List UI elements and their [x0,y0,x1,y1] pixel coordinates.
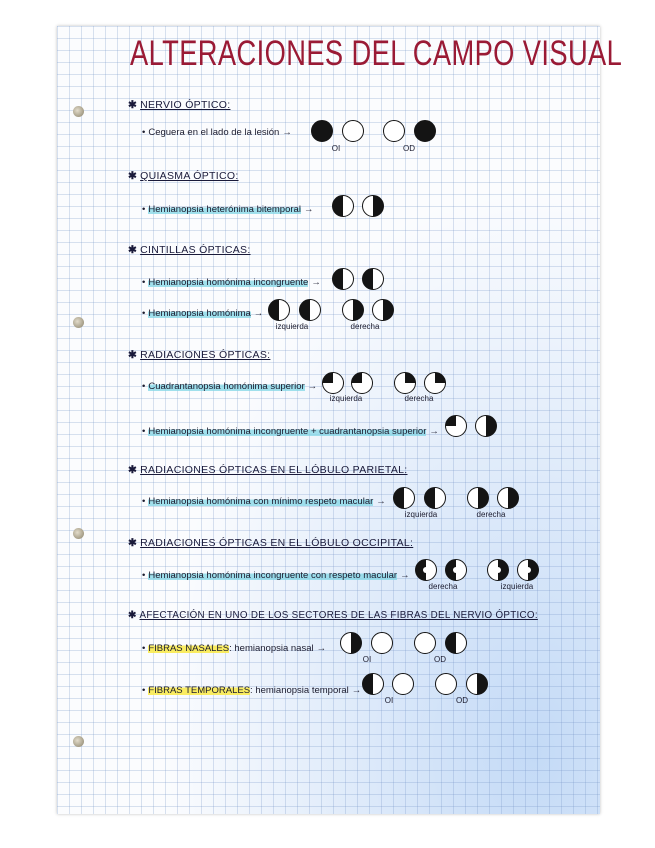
eye-caption: izquierda [500,582,534,591]
section-heading: ✱ CINTILLAS ÓPTICAS: [128,244,251,256]
list-item: • Cuadrantanopsia homónima superior → [142,381,318,392]
eye-caption: OD [403,144,415,153]
visual-field-diagram [311,120,333,142]
visual-field-diagram [372,299,394,321]
eye-caption: OD [456,696,468,705]
section-heading: ✱ RADIACIONES ÓPTICAS: [128,349,271,361]
list-item: • Ceguera en el lado de la lesión → [142,127,292,138]
list-item: • FIBRAS NASALES: hemianopsia nasal → [142,643,327,654]
visual-field-diagram [466,673,488,695]
visual-field-diagram [445,415,467,437]
visual-field-diagram [393,487,415,509]
visual-field-diagram [383,120,405,142]
visual-field-diagram [268,299,290,321]
visual-field-diagram [424,487,446,509]
section-heading: ✱ QUIASMA ÓPTICO: [128,170,239,182]
section-heading: ✱ NERVIO ÓPTICO: [128,99,231,111]
visual-field-diagram [322,372,344,394]
eye-caption: OI [362,655,372,664]
visual-field-diagram [340,632,362,654]
visual-field-diagram [435,673,457,695]
visual-field-diagram [487,559,509,581]
list-item: • Hemianopsia heterónima bitemporal → [142,204,314,215]
visual-field-diagram [332,195,354,217]
eye-caption: izquierda [275,322,309,331]
visual-field-diagram [497,487,519,509]
list-item: • Hemianopsia homónima incongruente → [142,277,321,288]
visual-field-diagram [424,372,446,394]
eye-caption: derecha [476,510,506,519]
binder-hole [73,106,84,117]
list-item: • Hemianopsia homónima incongruente + cuadrantanopsia superior → [142,426,439,437]
binder-hole [73,317,84,328]
list-item: • FIBRAS TEMPORALES: hemianopsia temporal → [142,685,362,696]
eye-caption: derecha [428,582,458,591]
visual-field-diagram [445,559,467,581]
visual-field-diagram [415,559,437,581]
binder-hole [73,736,84,747]
visual-field-diagram [342,299,364,321]
visual-field-diagram [362,195,384,217]
eye-caption: OD [434,655,446,664]
list-item: • Hemianopsia homónima incongruente con respeto macular → [142,570,410,581]
section-heading: ✱ AFECTACIÓN EN UNO DE LOS SECTORES DE LAS FIBRAS DEL NERVIO ÓPTICO: [128,610,538,621]
visual-field-diagram [342,120,364,142]
eye-caption: OI [331,144,341,153]
visual-field-diagram [371,632,393,654]
visual-field-diagram [362,673,384,695]
visual-field-diagram [414,632,436,654]
list-item: • Hemianopsia homónima → [142,308,264,319]
visual-field-diagram [299,299,321,321]
list-item: • Hemianopsia homónima con mínimo respeto macular → [142,496,386,507]
visual-field-diagram [394,372,416,394]
eye-caption: derecha [404,394,434,403]
eye-caption: OI [384,696,394,705]
visual-field-diagram [517,559,539,581]
eye-caption: izquierda [404,510,438,519]
page-title: ALTERACIONES DEL CAMPO VISUAL [130,34,623,73]
visual-field-diagram [475,415,497,437]
eye-caption: derecha [350,322,380,331]
binder-hole [73,528,84,539]
visual-field-diagram [467,487,489,509]
visual-field-diagram [414,120,436,142]
visual-field-diagram [445,632,467,654]
visual-field-diagram [332,268,354,290]
visual-field-diagram [362,268,384,290]
section-heading: ✱ RADIACIONES ÓPTICAS EN EL LÓBULO OCCIPITAL: [128,537,414,549]
visual-field-diagram [392,673,414,695]
eye-caption: izquierda [329,394,363,403]
section-heading: ✱ RADIACIONES ÓPTICAS EN EL LÓBULO PARIETAL: [128,464,408,476]
visual-field-diagram [351,372,373,394]
